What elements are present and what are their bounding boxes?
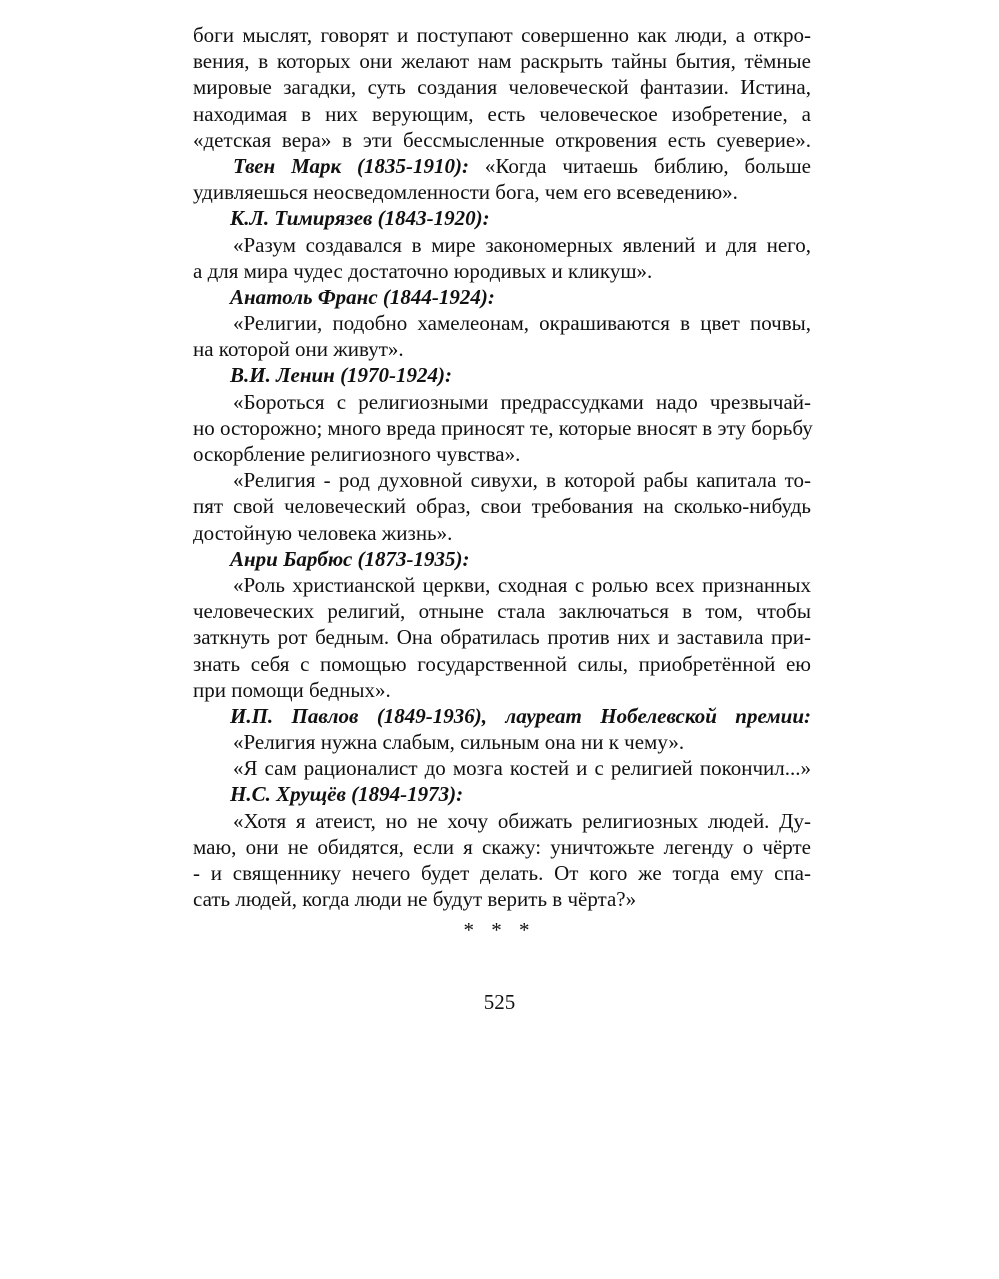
author-heading-khrushchev: Н.С. Хрущёв (1894-1973): [230,782,464,807]
author-heading-timiryazev: К.Л. Тимирязев (1843-1920): [230,206,490,231]
quote-twain [193,153,811,179]
author-heading-twain: Твен Марк (1835-1910): [233,153,469,178]
text-line: сать людей, когда люди не будут верить в чёрта?» [193,887,637,912]
text-line: «Я сам рационалист до мозга костей и с религией покончил...» [233,756,811,781]
page-number: 525 [483,990,516,1014]
text-line: «Религии, подобно хамелеонам, окрашиваются в цвет почвы, [233,311,811,336]
text-line: достойную человека жизнь». [193,520,453,545]
text-line: человеческих религий, отныне стала заключаться в том, чтобы [193,599,811,624]
text-line: но осторожно; много вреда приносят те, которые вносят в эту борьбу [193,415,813,440]
text-line: оскорбление религиозного чувства». [193,442,521,466]
text-line: маю, они не обидятся, если я скажу: уничтожьте легенду о чёрте [193,834,811,859]
text-line: находимая в них верующим, есть человеческое изобретение, а [193,101,811,126]
text-line: а для мира чудес достаточно юродивых и кликуш». [193,258,653,283]
author-heading-barbusse: Анри Барбюс (1873-1935): [230,546,470,571]
text-line: пят свой человеческий образ, свои требования на сколько-нибудь [193,494,811,519]
text-line: «Бороться с религиозными предрассудками надо чрезвычай- [233,389,811,414]
text-line: знать себя с помощью государственной силы, приобретённой ею [193,651,811,676]
text-line: удивляешься неосведомленности бога, чем его всеведению». [193,180,738,205]
text-line: мировые загадки, суть создания человеческой фантазии. Истина, [193,75,811,100]
text-line: «детская вера» в эти бессмысленные откровения есть суеверие». [193,127,811,152]
quote-text: «Когда читаешь библию, больше [469,153,811,178]
text-line: - и священнику нечего будет делать. От кого же тогда ему спа- [193,861,811,885]
author-heading-pavlov: И.П. Павлов (1849-1936), лауреат Нобелевской премии: [230,703,811,728]
text-line: боги мыслят, говорят и поступают совершенно как люди, а откро- [193,23,811,47]
text-line: «Религия нужна слабым, сильным она ни к чему». [233,730,685,755]
text-line: «Религия - род духовной сивухи, в которой рабы капитала то- [233,468,811,493]
text-line: при помощи бедных». [193,677,391,702]
author-heading-france: Анатоль Франс (1844-1924): [230,284,495,309]
text-line: вения, в которых они желают нам раскрыть тайны бытия, тёмные [193,49,811,74]
text-line: на которой они живут». [193,337,404,362]
section-separator: * * * [463,918,536,942]
text-line: «Роль христианской церкви, сходная с ролью всех признанных [233,572,811,597]
text-line: «Разум создавался в мире закономерных явлений и для него, [233,232,811,257]
page-text [193,22,811,912]
text-line: «Хотя я атеист, но не хочу обижать религиозных людей. Ду- [233,808,811,833]
text-line: заткнуть рот бедным. Она обратилась против них и заставила при- [193,625,811,650]
author-heading-lenin: В.И. Ленин (1970-1924): [230,363,453,388]
